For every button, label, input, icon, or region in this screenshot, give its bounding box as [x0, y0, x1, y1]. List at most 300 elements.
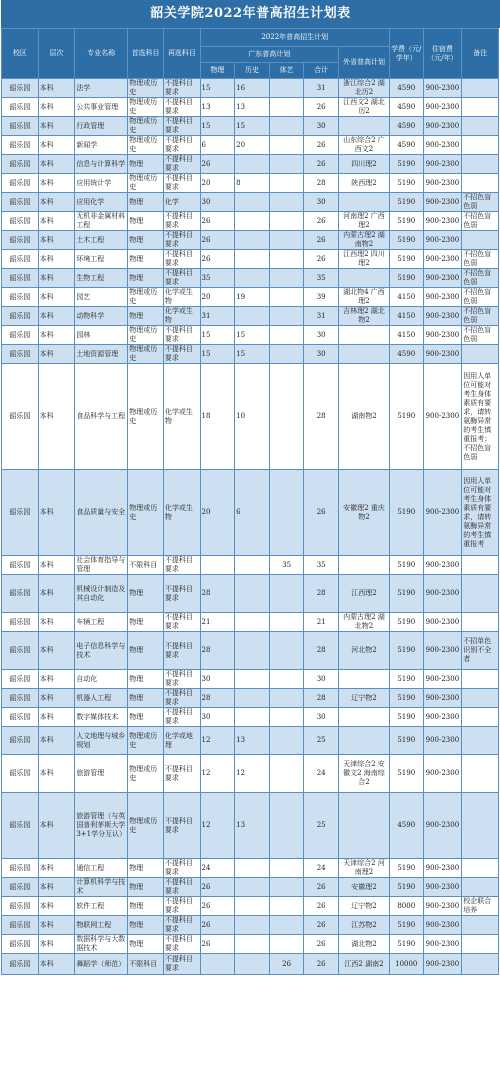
- cell-major: 园林: [75, 326, 128, 345]
- cell-level: 本科: [38, 727, 75, 755]
- cell-second: 不提科目要求: [163, 954, 200, 975]
- cell-major: 社会体育指导与管理: [75, 556, 128, 575]
- cell-major: 旅游管理: [75, 755, 128, 793]
- cell-total: 26: [304, 470, 339, 556]
- cell-note: [462, 878, 499, 897]
- cell-major: 旅游管理（与英国普利茅斯大学3+1学分互认）: [75, 793, 128, 859]
- cell-campus: 韶乐园: [2, 326, 39, 345]
- cell-campus: 韶乐园: [2, 755, 39, 793]
- table-row: [2, 708, 499, 727]
- cell-physics: 26: [200, 897, 235, 916]
- cell-physics: 21: [200, 613, 235, 632]
- cell-level: 本科: [38, 326, 75, 345]
- cell-major: 食品科学与工程: [75, 364, 128, 470]
- cell-level: 本科: [38, 136, 75, 155]
- cell-campus: 韶乐园: [2, 307, 39, 326]
- cell-second: 不提科目要求: [163, 174, 200, 193]
- cell-accom: 900-2300: [423, 117, 462, 136]
- cell-tuition: 5190: [389, 689, 423, 708]
- cell-tuition: 4590: [389, 79, 423, 98]
- cell-other: [338, 326, 389, 345]
- cell-other: [338, 670, 389, 689]
- cell-first: 物理: [128, 307, 164, 326]
- cell-level: 本科: [38, 916, 75, 935]
- cell-accom: 900-2300: [423, 727, 462, 755]
- cell-physics: 20: [200, 288, 235, 307]
- cell-second: 不提科目要求: [163, 689, 200, 708]
- cell-art: [269, 250, 304, 269]
- cell-first: 物理: [128, 212, 164, 231]
- cell-tuition: 5190: [389, 878, 423, 897]
- cell-accom: 900-2300: [423, 954, 462, 975]
- cell-major: 园艺: [75, 288, 128, 307]
- cell-art: [269, 79, 304, 98]
- cell-note: [462, 136, 499, 155]
- cell-other: [338, 269, 389, 288]
- cell-campus: 韶乐园: [2, 878, 39, 897]
- cell-first: 物理或历史: [128, 755, 164, 793]
- cell-first: 物理或历史: [128, 727, 164, 755]
- cell-campus: 韶乐园: [2, 793, 39, 859]
- cell-total: 26: [304, 212, 339, 231]
- cell-art: [269, 117, 304, 136]
- cell-first: 物理或历史: [128, 98, 164, 117]
- cell-total: 31: [304, 307, 339, 326]
- cell-total: 28: [304, 174, 339, 193]
- cell-second: 不提科目要求: [163, 212, 200, 231]
- cell-tuition: 5190: [389, 575, 423, 613]
- cell-physics: 26: [200, 916, 235, 935]
- cell-history: 15: [235, 117, 270, 136]
- cell-art: [269, 708, 304, 727]
- cell-accom: 900-2300: [423, 155, 462, 174]
- table-row: [2, 174, 499, 193]
- cell-history: [235, 575, 270, 613]
- header-first-subject: 首选科目: [128, 29, 164, 79]
- cell-major: 自动化: [75, 670, 128, 689]
- cell-physics: 12: [200, 755, 235, 793]
- cell-history: [235, 708, 270, 727]
- cell-first: 不限科目: [128, 954, 164, 975]
- cell-physics: 15: [200, 345, 235, 364]
- cell-history: 6: [235, 470, 270, 556]
- cell-note: [462, 613, 499, 632]
- cell-note: 不招色盲色弱: [462, 307, 499, 326]
- cell-physics: 26: [200, 231, 235, 250]
- cell-note: 不招色盲色弱: [462, 326, 499, 345]
- cell-second: 化学或生物: [163, 307, 200, 326]
- cell-second: 不提科目要求: [163, 859, 200, 878]
- cell-history: [235, 193, 270, 212]
- cell-tuition: 5190: [389, 632, 423, 670]
- cell-accom: 900-2300: [423, 98, 462, 117]
- cell-other: [338, 708, 389, 727]
- cell-note: 因用人单位可能对考生身体素质有要求，请转氨酶异常的考生慎重报考；不招色盲色弱: [462, 364, 499, 470]
- cell-tuition: 5190: [389, 364, 423, 470]
- cell-campus: 韶乐园: [2, 916, 39, 935]
- cell-second: 不提科目要求: [163, 345, 200, 364]
- header-other-provinces: 外省普高计划: [338, 47, 389, 79]
- cell-level: 本科: [38, 897, 75, 916]
- cell-total: 26: [304, 878, 339, 897]
- cell-major: 生物工程: [75, 269, 128, 288]
- cell-major: 电子信息科学与技术: [75, 632, 128, 670]
- cell-campus: 韶乐园: [2, 954, 39, 975]
- cell-physics: 26: [200, 212, 235, 231]
- cell-tuition: 5190: [389, 935, 423, 954]
- cell-note: [462, 916, 499, 935]
- cell-first: 物理: [128, 632, 164, 670]
- cell-other: 安徽理2: [338, 878, 389, 897]
- cell-major: 环境工程: [75, 250, 128, 269]
- cell-campus: 韶乐园: [2, 708, 39, 727]
- cell-major: 通信工程: [75, 859, 128, 878]
- cell-campus: 韶乐园: [2, 556, 39, 575]
- cell-other: 辽宁物2: [338, 689, 389, 708]
- cell-history: 16: [235, 79, 270, 98]
- cell-note: 不招色盲色弱: [462, 250, 499, 269]
- cell-art: 26: [269, 954, 304, 975]
- cell-campus: 韶乐园: [2, 727, 39, 755]
- cell-accom: 900-2300: [423, 269, 462, 288]
- cell-total: 28: [304, 689, 339, 708]
- cell-accom: 900-2300: [423, 470, 462, 556]
- cell-art: [269, 727, 304, 755]
- table-row: [2, 935, 499, 954]
- cell-history: [235, 878, 270, 897]
- cell-tuition: 4150: [389, 288, 423, 307]
- cell-other: 江苏物2: [338, 916, 389, 935]
- cell-art: [269, 212, 304, 231]
- cell-history: [235, 897, 270, 916]
- cell-total: 30: [304, 193, 339, 212]
- cell-first: 物理: [128, 155, 164, 174]
- cell-second: 不提科目要求: [163, 708, 200, 727]
- cell-other: 江西理2 四川理2: [338, 250, 389, 269]
- table-row: [2, 98, 499, 117]
- cell-major: 信息与计算科学: [75, 155, 128, 174]
- cell-first: 物理: [128, 670, 164, 689]
- cell-first: 物理或历史: [128, 136, 164, 155]
- cell-total: 26: [304, 155, 339, 174]
- cell-campus: 韶乐园: [2, 250, 39, 269]
- cell-physics: 12: [200, 793, 235, 859]
- cell-second: 不提科目要求: [163, 755, 200, 793]
- cell-note: [462, 727, 499, 755]
- cell-tuition: 10000: [389, 954, 423, 975]
- table-row: [2, 897, 499, 916]
- cell-total: 21: [304, 613, 339, 632]
- cell-accom: 900-2300: [423, 174, 462, 193]
- cell-level: 本科: [38, 174, 75, 193]
- cell-campus: 韶乐园: [2, 269, 39, 288]
- cell-first: 物理: [128, 916, 164, 935]
- table-row: [2, 326, 499, 345]
- cell-art: 35: [269, 556, 304, 575]
- cell-first: 物理: [128, 708, 164, 727]
- cell-accom: 900-2300: [423, 793, 462, 859]
- cell-tuition: 5190: [389, 727, 423, 755]
- cell-major: 舞蹈学（师范）: [75, 954, 128, 975]
- cell-tuition: 4590: [389, 345, 423, 364]
- cell-history: [235, 307, 270, 326]
- cell-physics: [200, 954, 235, 975]
- cell-note: [462, 954, 499, 975]
- cell-major: 动物科学: [75, 307, 128, 326]
- cell-history: [235, 556, 270, 575]
- cell-level: 本科: [38, 117, 75, 136]
- cell-accom: 900-2300: [423, 632, 462, 670]
- cell-tuition: 4590: [389, 793, 423, 859]
- cell-accom: 900-2300: [423, 307, 462, 326]
- cell-accom: 900-2300: [423, 613, 462, 632]
- cell-accom: 900-2300: [423, 193, 462, 212]
- cell-campus: 韶乐园: [2, 613, 39, 632]
- cell-campus: 韶乐园: [2, 364, 39, 470]
- cell-history: 10: [235, 364, 270, 470]
- cell-other: [338, 193, 389, 212]
- table-row: [2, 470, 499, 556]
- cell-physics: 24: [200, 859, 235, 878]
- table-row: [2, 916, 499, 935]
- cell-accom: 900-2300: [423, 212, 462, 231]
- cell-campus: 韶乐园: [2, 470, 39, 556]
- cell-history: [235, 935, 270, 954]
- cell-tuition: 5190: [389, 556, 423, 575]
- header-physics: 物理: [200, 63, 235, 79]
- table-row: [2, 79, 499, 98]
- cell-total: 26: [304, 98, 339, 117]
- cell-campus: 韶乐园: [2, 897, 39, 916]
- cell-other: 江西理2: [338, 575, 389, 613]
- cell-history: [235, 632, 270, 670]
- cell-tuition: 5190: [389, 212, 423, 231]
- cell-campus: 韶乐园: [2, 632, 39, 670]
- cell-first: 物理或历史: [128, 364, 164, 470]
- table-row: [2, 345, 499, 364]
- cell-first: 物理或历史: [128, 117, 164, 136]
- cell-campus: 韶乐园: [2, 212, 39, 231]
- cell-history: [235, 689, 270, 708]
- cell-second: 不提科目要求: [163, 269, 200, 288]
- cell-first: 物理: [128, 859, 164, 878]
- cell-second: 不提科目要求: [163, 98, 200, 117]
- cell-total: 28: [304, 364, 339, 470]
- cell-major: 机器人工程: [75, 689, 128, 708]
- cell-second: 不提科目要求: [163, 231, 200, 250]
- table-row: [2, 307, 499, 326]
- cell-campus: 韶乐园: [2, 689, 39, 708]
- cell-art: [269, 155, 304, 174]
- cell-other: 天津综合2 河南理2: [338, 859, 389, 878]
- cell-physics: 18: [200, 364, 235, 470]
- cell-note: 不招色盲色弱: [462, 269, 499, 288]
- cell-accom: 900-2300: [423, 575, 462, 613]
- cell-first: 物理或历史: [128, 345, 164, 364]
- cell-second: 化学: [163, 193, 200, 212]
- cell-physics: 28: [200, 689, 235, 708]
- cell-art: [269, 689, 304, 708]
- cell-history: [235, 954, 270, 975]
- cell-other: 河北物2: [338, 632, 389, 670]
- cell-history: 13: [235, 727, 270, 755]
- cell-total: 26: [304, 954, 339, 975]
- cell-total: 35: [304, 556, 339, 575]
- cell-level: 本科: [38, 755, 75, 793]
- cell-art: [269, 136, 304, 155]
- cell-accom: 900-2300: [423, 878, 462, 897]
- cell-total: 26: [304, 231, 339, 250]
- header-notes: 备注: [462, 29, 499, 79]
- cell-major: 食品质量与安全: [75, 470, 128, 556]
- cell-art: [269, 935, 304, 954]
- cell-first: 物理: [128, 935, 164, 954]
- header-accommodation: 住宿费（元/年）: [423, 29, 462, 79]
- cell-history: [235, 269, 270, 288]
- cell-tuition: 5190: [389, 193, 423, 212]
- cell-physics: 15: [200, 79, 235, 98]
- cell-physics: 26: [200, 250, 235, 269]
- cell-history: [235, 859, 270, 878]
- table-row: [2, 859, 499, 878]
- cell-accom: 900-2300: [423, 326, 462, 345]
- cell-level: 本科: [38, 793, 75, 859]
- cell-art: [269, 364, 304, 470]
- cell-note: [462, 79, 499, 98]
- cell-history: 13: [235, 98, 270, 117]
- cell-total: 30: [304, 326, 339, 345]
- cell-tuition: 4150: [389, 307, 423, 326]
- table-row: [2, 632, 499, 670]
- cell-level: 本科: [38, 250, 75, 269]
- cell-tuition: 5190: [389, 269, 423, 288]
- table-row: [2, 878, 499, 897]
- cell-total: 24: [304, 859, 339, 878]
- cell-history: [235, 613, 270, 632]
- cell-major: 土地资源管理: [75, 345, 128, 364]
- table-row: [2, 755, 499, 793]
- cell-history: 12: [235, 755, 270, 793]
- cell-tuition: 5190: [389, 250, 423, 269]
- cell-second: 化学或生物: [163, 288, 200, 307]
- cell-tuition: 5190: [389, 670, 423, 689]
- cell-level: 本科: [38, 935, 75, 954]
- cell-total: 39: [304, 288, 339, 307]
- cell-level: 本科: [38, 632, 75, 670]
- cell-other: 山东综合2 广西文2: [338, 136, 389, 155]
- cell-accom: 900-2300: [423, 79, 462, 98]
- cell-first: 物理或历史: [128, 326, 164, 345]
- cell-history: [235, 916, 270, 935]
- cell-accom: 900-2300: [423, 689, 462, 708]
- cell-other: 湖北物2: [338, 935, 389, 954]
- cell-second: 不提科目要求: [163, 136, 200, 155]
- cell-accom: 900-2300: [423, 708, 462, 727]
- cell-note: 不招色盲色弱: [462, 193, 499, 212]
- cell-first: 物理或历史: [128, 793, 164, 859]
- cell-first: 物理: [128, 689, 164, 708]
- cell-major: 法学: [75, 79, 128, 98]
- cell-first: 物理: [128, 613, 164, 632]
- cell-second: 化学或地理: [163, 727, 200, 755]
- table-row: [2, 269, 499, 288]
- cell-physics: 15: [200, 326, 235, 345]
- cell-history: 15: [235, 326, 270, 345]
- cell-accom: 900-2300: [423, 250, 462, 269]
- cell-accom: 900-2300: [423, 231, 462, 250]
- cell-art: [269, 193, 304, 212]
- cell-physics: 30: [200, 708, 235, 727]
- cell-art: [269, 916, 304, 935]
- table-row: [2, 613, 499, 632]
- cell-total: 26: [304, 897, 339, 916]
- cell-total: 26: [304, 916, 339, 935]
- header-history: 历史: [235, 63, 270, 79]
- cell-other: [338, 345, 389, 364]
- cell-tuition: 8000: [389, 897, 423, 916]
- table-row: [2, 288, 499, 307]
- cell-other: 江西文2 湖北历2: [338, 98, 389, 117]
- cell-art: [269, 670, 304, 689]
- cell-art: [269, 326, 304, 345]
- table-body: [2, 79, 499, 975]
- cell-tuition: 5190: [389, 174, 423, 193]
- cell-accom: 900-2300: [423, 859, 462, 878]
- cell-history: [235, 155, 270, 174]
- cell-physics: 35: [200, 269, 235, 288]
- cell-campus: 韶乐园: [2, 288, 39, 307]
- cell-major: 新闻学: [75, 136, 128, 155]
- cell-other: 江西2 湖南2: [338, 954, 389, 975]
- cell-note: 因用人单位可能对考生身体素质有要求，请转氨酶异常的考生慎重报考: [462, 470, 499, 556]
- cell-major: 数据科学与大数据技术: [75, 935, 128, 954]
- cell-art: [269, 878, 304, 897]
- cell-first: 物理: [128, 193, 164, 212]
- cell-campus: 韶乐园: [2, 231, 39, 250]
- cell-major: 土木工程: [75, 231, 128, 250]
- cell-total: 28: [304, 575, 339, 613]
- cell-total: 30: [304, 708, 339, 727]
- cell-total: 30: [304, 670, 339, 689]
- cell-major: 应用统计学: [75, 174, 128, 193]
- cell-tuition: 4590: [389, 117, 423, 136]
- table-row: [2, 364, 499, 470]
- cell-level: 本科: [38, 269, 75, 288]
- cell-second: 不提科目要求: [163, 793, 200, 859]
- cell-tuition: 5190: [389, 916, 423, 935]
- table-row: [2, 556, 499, 575]
- cell-total: 31: [304, 79, 339, 98]
- cell-total: 26: [304, 935, 339, 954]
- cell-second: 不提科目要求: [163, 155, 200, 174]
- cell-art: [269, 231, 304, 250]
- table-row: [2, 727, 499, 755]
- cell-level: 本科: [38, 212, 75, 231]
- cell-total: 24: [304, 755, 339, 793]
- cell-note: [462, 689, 499, 708]
- cell-history: 8: [235, 174, 270, 193]
- cell-total: 25: [304, 727, 339, 755]
- cell-level: 本科: [38, 364, 75, 470]
- cell-level: 本科: [38, 307, 75, 326]
- cell-note: 校企联合培养: [462, 897, 499, 916]
- cell-first: 物理: [128, 231, 164, 250]
- cell-art: [269, 859, 304, 878]
- table-row: [2, 954, 499, 975]
- cell-art: [269, 632, 304, 670]
- cell-level: 本科: [38, 231, 75, 250]
- header-campus: 校区: [2, 29, 39, 79]
